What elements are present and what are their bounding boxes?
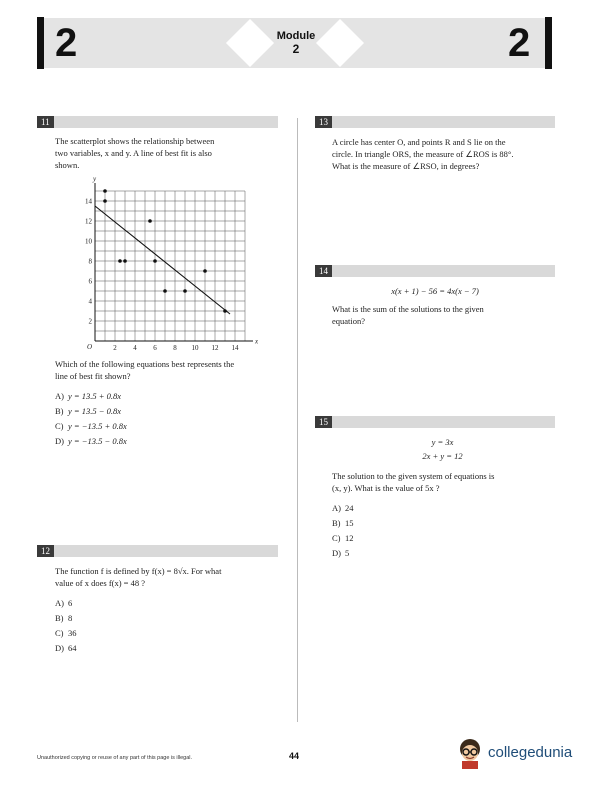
y-tick-label: 10 — [85, 237, 92, 246]
q11-question-line-1: Which of the following equations best represents the — [55, 359, 235, 369]
option-text: y = 13.5 + 0.8x — [68, 391, 122, 401]
q15-option-c[interactable] — [332, 532, 354, 547]
question-15-number: 15 — [315, 416, 332, 428]
left-header-bar — [37, 17, 44, 69]
module-number: 2 — [292, 42, 300, 56]
right-header-bar — [545, 17, 552, 69]
question-11-options — [55, 390, 127, 450]
q11-line-3: shown. — [55, 160, 80, 170]
option-letter: A) — [55, 391, 64, 401]
x-tick-label: 2 — [113, 344, 117, 351]
y-tick-label: 12 — [85, 217, 92, 226]
q15-line-1: The solution to the given system of equations is — [332, 471, 495, 481]
scatterplot — [75, 176, 260, 351]
q12-option-a[interactable] — [55, 597, 77, 612]
x-tick-label: 12 — [211, 344, 219, 351]
option-text: y = −13.5 + 0.8x — [68, 421, 127, 431]
question-13-stem — [332, 136, 560, 172]
copyright-notice: Unauthorized copying or reuse of any part of this page is illegal. — [37, 755, 193, 761]
option-letter: D) — [332, 548, 341, 558]
option-letter: A) — [55, 598, 64, 608]
q13-line-2: circle. In triangle ORS, the measure of ∠ROS is 88°. — [332, 149, 514, 159]
q12-option-d[interactable] — [55, 642, 77, 657]
option-text: y = −13.5 − 0.8x — [68, 436, 127, 446]
q13-line-1: A circle has center O, and points R and S lie on the — [332, 137, 506, 147]
question-15-bar — [315, 416, 555, 428]
option-text: 36 — [68, 628, 77, 638]
y-tick-label: 6 — [88, 277, 92, 286]
column-divider — [297, 118, 298, 722]
y-tick-label: 4 — [88, 297, 92, 306]
data-point — [153, 259, 157, 263]
y-tick-label: 2 — [88, 317, 92, 326]
option-text: 15 — [345, 518, 354, 528]
question-13-bar — [315, 116, 555, 128]
option-letter: D) — [55, 436, 64, 446]
question-11-stem — [55, 135, 280, 171]
question-14-stem — [332, 303, 560, 327]
q14-line-2: equation? — [332, 316, 366, 326]
option-text: 5 — [345, 548, 350, 558]
option-letter: C) — [332, 533, 341, 543]
x-tick-label: 14 — [231, 344, 239, 351]
y-tick-label: 8 — [88, 257, 92, 266]
option-letter: C) — [55, 421, 64, 431]
question-12-options — [55, 597, 77, 657]
q15-option-d[interactable] — [332, 547, 354, 562]
x-tick-label: 6 — [153, 344, 157, 351]
question-13-number: 13 — [315, 116, 332, 128]
q11-line-1: The scatterplot shows the relationship between — [55, 136, 215, 146]
y-tick-label: 14 — [85, 197, 92, 206]
q13-line-3: What is the measure of ∠RSO, in degrees? — [332, 161, 480, 171]
question-12-stem — [55, 565, 280, 589]
data-point — [118, 259, 122, 263]
x-tick-label: 8 — [173, 344, 177, 351]
question-14-number: 14 — [315, 265, 332, 277]
option-text: 64 — [68, 643, 77, 653]
question-14-bar — [315, 265, 555, 277]
q12-option-c[interactable] — [55, 627, 77, 642]
option-text: 12 — [345, 533, 354, 543]
option-letter: A) — [332, 503, 341, 513]
x-tick-label: 10 — [191, 344, 199, 351]
q12-line-2: value of x does f(x) = 48 ? — [55, 578, 146, 588]
q15-line-2: (x, y). What is the value of 5x ? — [332, 483, 440, 493]
option-letter: C) — [55, 628, 64, 638]
q15-option-a[interactable] — [332, 502, 354, 517]
data-point — [148, 219, 152, 223]
option-text: 6 — [68, 598, 73, 608]
module-title — [266, 30, 326, 56]
question-11-bar — [37, 116, 278, 128]
page-number: 44 — [289, 751, 300, 761]
question-14-equation: x(x + 1) − 56 = 4x(x − 7) — [391, 286, 479, 296]
data-point — [103, 189, 107, 193]
data-point — [203, 269, 207, 273]
question-15-equation-1: y = 3x — [431, 437, 454, 447]
option-text: 8 — [68, 613, 73, 623]
scatterplot-labels — [85, 176, 259, 351]
x-tick-label: 4 — [133, 344, 137, 351]
option-text: 24 — [345, 503, 354, 513]
option-letter: B) — [332, 518, 341, 528]
data-point — [123, 259, 127, 263]
data-point — [223, 309, 227, 313]
q15-option-b[interactable] — [332, 517, 354, 532]
q14-line-1: What is the sum of the solutions to the given — [332, 304, 484, 314]
question-15-options — [332, 502, 354, 562]
question-11-number: 11 — [37, 116, 54, 128]
q11-option-b[interactable] — [55, 405, 127, 420]
question-15-stem — [332, 470, 560, 494]
data-point — [163, 289, 167, 293]
brand-logo-text[interactable]: collegedunia — [488, 744, 573, 761]
mascot-icon — [455, 737, 485, 774]
right-module-number: 2 — [508, 21, 531, 65]
q12-line-1: The function f is defined by f(x) = 8√x. For what — [55, 566, 222, 576]
question-12-bar — [37, 545, 278, 557]
option-letter: B) — [55, 613, 64, 623]
question-15-equation-2: 2x + y = 12 — [422, 451, 463, 461]
x-axis-label: x — [255, 337, 259, 346]
left-module-number: 2 — [55, 21, 78, 65]
y-axis-label: y — [93, 176, 97, 183]
q11-question-line-2: line of best fit shown? — [55, 371, 131, 381]
option-text: y = 13.5 − 0.8x — [68, 406, 122, 416]
option-letter: D) — [55, 643, 64, 653]
question-12-number: 12 — [37, 545, 54, 557]
q11-option-a[interactable] — [55, 390, 127, 405]
question-11-prompt — [55, 358, 285, 382]
data-point — [183, 289, 187, 293]
option-letter: B) — [55, 406, 64, 416]
q11-option-d[interactable] — [55, 435, 127, 450]
q11-option-c[interactable] — [55, 420, 127, 435]
data-point — [103, 199, 107, 203]
q12-option-b[interactable] — [55, 612, 77, 627]
q11-line-2: two variables, x and y. A line of best fit is also — [55, 148, 212, 158]
module-label: Module — [276, 30, 316, 42]
origin-label: O — [87, 343, 93, 351]
